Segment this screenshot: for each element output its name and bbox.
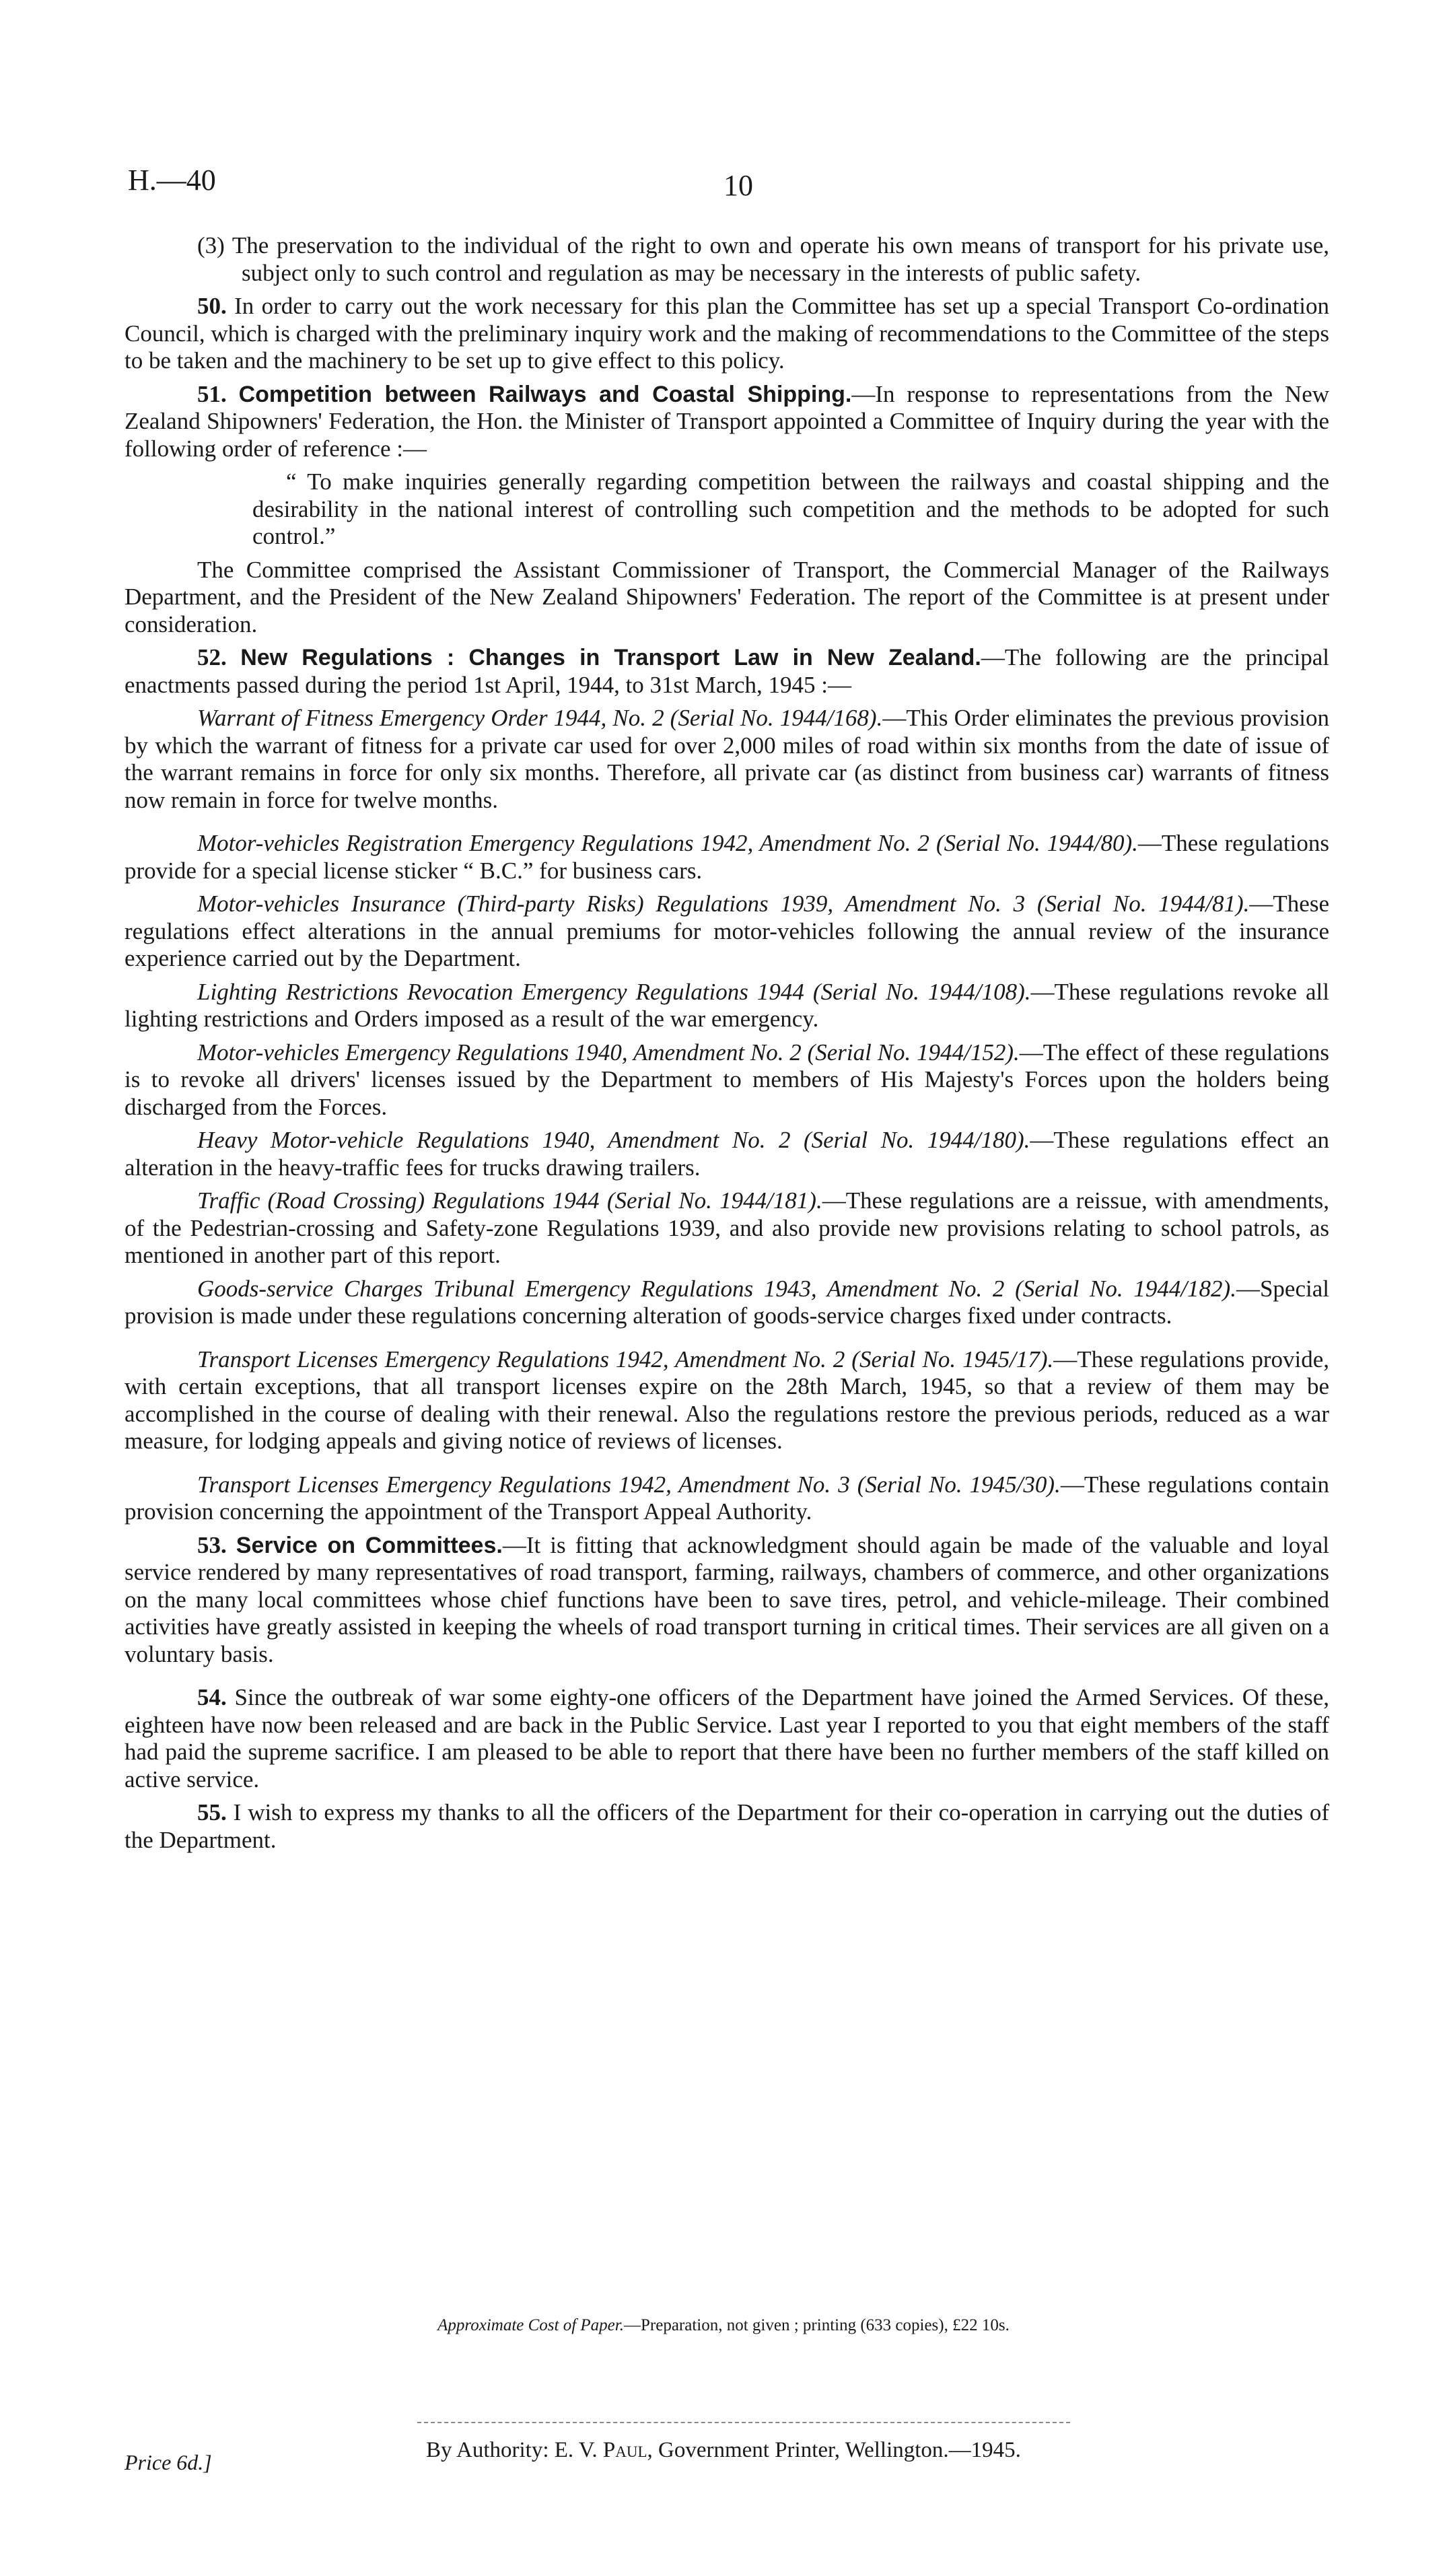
order-of-reference-quote: “ To make inquiries generally regarding competition between the railways and coastal shipping and the desirability in the national interest of controlling such competition and the methods to be adopted for such control.” [252, 468, 1329, 549]
regulation-item: Transport Licenses Emergency Regulations 1942, Amendment No. 2 (Serial No. 1945/17).—These regulations provide, with certain exceptions, that all transport licenses expire on the 28th March, 1945, so that a review of them may be accomplished in the course of dealing with their renewal. Also the regulations restore the previous periods, reduced as a war measure, for lodging appeals and giving notice of reviews of licenses. [125, 1346, 1329, 1454]
section-heading: Service on Committees. [236, 1532, 503, 1558]
regulation-item: Lighting Restrictions Revocation Emergency Regulations 1944 (Serial No. 1944/108).—These regulations revoke all lighting restrictions and Orders imposed as a result of the war emergency. [125, 978, 1329, 1032]
regulation-item: Warrant of Fitness Emergency Order 1944, No. 2 (Serial No. 1944/168).—This Order eliminates the previous provision by which the warrant of fitness for a private car used for over 2,000 miles of road within six months from the date of issue of the warrant remains in force for only six months. Therefore, all private car (as distinct from business car) warrants of fitness now remain in force for twelve months. [125, 705, 1329, 813]
policy-point-3: (3) The preservation to the individual of the right to own and operate his own means of transport for his private use, subject only to such control and regulation as may be necessary in the interests of public safety. [197, 232, 1329, 286]
report-reference: H.—40 [128, 164, 216, 197]
regulation-item: Motor-vehicles Emergency Regulations 1940, Amendment No. 2 (Serial No. 1944/152).—The effect of these regulations is to revoke all drivers' licenses issued by the Department to members of His Majesty's Forces upon the holders being discharged from the Forces. [125, 1039, 1329, 1120]
price-label: Price 6d.] [125, 2450, 212, 2474]
regulation-item: Motor-vehicles Registration Emergency Regulations 1942, Amendment No. 2 (Serial No. 1944/80).—These regulations provide for a special license sticker “ B.C.” for business cars. [125, 830, 1329, 884]
page-number: 10 [724, 169, 753, 202]
paragraph-53: 53. Service on Committees.—It is fitting that acknowledgment should again be made of the valuable and loyal service rendered by many representatives of road transport, farming, railways, chambers of commerce, and other organizations on the many local committees whose chief functions have been to save tires, petrol, and vehicle-mileage. Their combined activities have greatly assisted in keeping the wheels of road transport turning in critical times. Their services are all given on a voluntary basis. [125, 1531, 1329, 1667]
regulation-item: Traffic (Road Crossing) Regulations 1944 (Serial No. 1944/181).—These regulations are a reissue, with amendments, of the Pedestrian-crossing and Safety-zone Regulations 1939, and also provide new provisions relating to school patrols, as mentioned in another part of this report. [125, 1187, 1329, 1268]
regulation-item: Goods-service Charges Tribunal Emergency Regulations 1943, Amendment No. 2 (Serial No. 1944/182).—Special provision is made under these regulations concerning alteration of goods-service charges fixed under contracts. [125, 1275, 1329, 1329]
paragraph-55: 55. I wish to express my thanks to all the officers of the Department for their co-operation in carrying out the duties of the Department. [125, 1799, 1330, 1853]
section-heading: Competition between Railways and Coastal Shipping. [238, 381, 852, 407]
paragraph-52: 52. New Regulations : Changes in Transport Law in New Zealand.—The following are the principal enactments passed during the period 1st April, 1944, to 31st March, 1945 :— [125, 644, 1329, 698]
paragraph-50: 50. In order to carry out the work necessary for this plan the Committee has set up a special Transport Co-ordination Council, which is charged with the preliminary inquiry work and the making of recommendations to the Committee of the steps to be taken and the machinery to be set up to give effect to this policy. [125, 293, 1330, 374]
paragraph-54: 54. Since the outbreak of war some eighty-one officers of the Department have joined the Armed Services. Of these, eighteen have now been released and are back in the Public Service. Last year I reported to you that eight members of the staff had paid the supreme sacrifice. I am pleased to be able to report that there have been no further members of the staff killed on active service. [125, 1684, 1330, 1792]
regulation-item: Transport Licenses Emergency Regulations 1942, Amendment No. 3 (Serial No. 1945/30).—These regulations contain provision concerning the appointment of the Transport Appeal Authority. [125, 1471, 1329, 1525]
footer-divider [417, 2422, 1070, 2423]
paragraph-51-committee: The Committee comprised the Assistant Commissioner of Transport, the Commercial Manager of the Railways Department, and the President of the New Zealand Shipowners' Federation. The report of the Committee is at present under consideration. [125, 556, 1329, 637]
cost-of-paper-note: Approximate Cost of Paper.—Preparation, not given ; printing (633 copies), £22 10s. [437, 2316, 1010, 2334]
regulation-item: Motor-vehicles Insurance (Third-party Risks) Regulations 1939, Amendment No. 3 (Serial No. 1944/81).—These regulations effect alterations in the annual premiums for motor-vehicles following the annual review of the insurance experience carried out by the Department. [125, 891, 1329, 971]
printer-authority-line: By Authority: E. V. Paul, Government Printer, Wellington.—1945. [426, 2438, 1021, 2462]
paragraph-51: 51. Competition between Railways and Coastal Shipping.—In response to representations from the New Zealand Shipowners' Federation, the Hon. the Minister of Transport appointed a Committee of Inquiry during the year with the following order of reference :— [125, 380, 1330, 462]
regulation-item: Heavy Motor-vehicle Regulations 1940, Amendment No. 2 (Serial No. 1944/180).—These regulations effect an alteration in the heavy-traffic fees for trucks drawing trailers. [125, 1127, 1329, 1181]
document-body [125, 232, 1329, 1860]
section-heading: New Regulations : Changes in Transport Law in New Zealand. [240, 645, 981, 670]
